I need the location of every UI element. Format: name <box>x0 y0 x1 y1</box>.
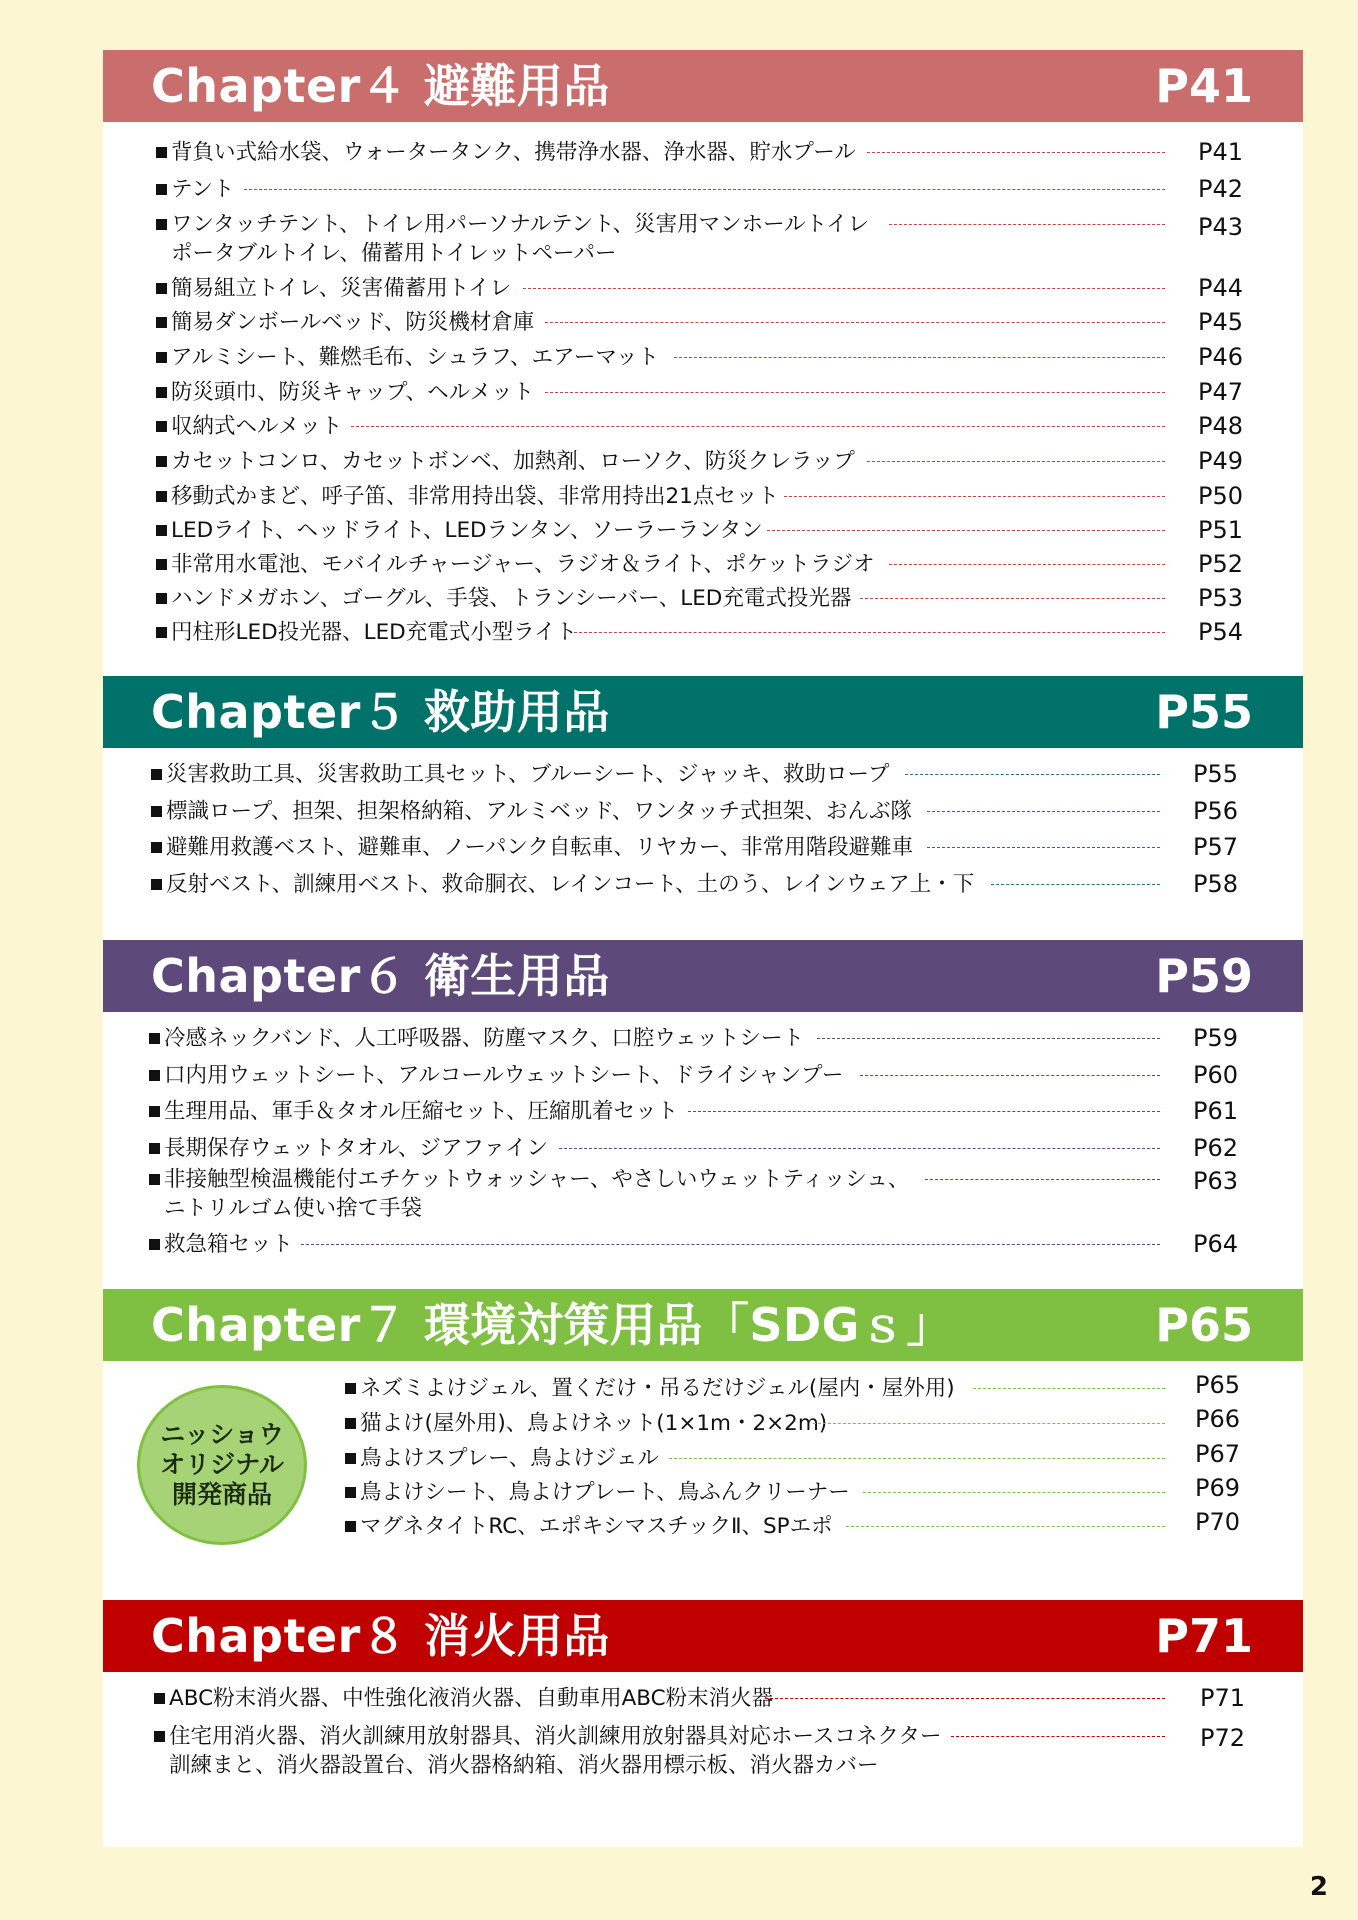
toc-entry[interactable] <box>103 482 1303 516</box>
toc-entry-line: 鳥よけスプレー、鳥よけジェル <box>360 1446 659 1471</box>
toc-entry-line: 口内用ウェットシート、アルコールウェットシート、ドライシャンプー <box>164 1063 844 1088</box>
dotted-leader <box>889 564 1166 565</box>
toc-entry-page[interactable]: P63 <box>1193 1167 1239 1195</box>
toc-entry-text <box>171 584 851 613</box>
dotted-leader <box>688 1111 1160 1112</box>
toc-entry-text <box>166 833 913 862</box>
toc-entry-page[interactable]: P42 <box>1198 175 1244 203</box>
toc-entry-page[interactable]: P49 <box>1198 447 1244 475</box>
toc-entry-line: カセットコンロ、カセットボンベ、加熱剤、ローソク、防災クレラップ <box>171 449 855 474</box>
dotted-leader <box>860 1075 1160 1076</box>
toc-entry[interactable] <box>103 833 1303 867</box>
dotted-leader <box>559 1148 1160 1149</box>
toc-entry-page[interactable]: P45 <box>1198 308 1244 336</box>
bullet-square-icon <box>151 806 162 817</box>
chapter-5-header <box>103 676 1303 748</box>
toc-entry-line-2: ポータブルトイレ、備蓄用トイレットペーパー <box>171 241 617 266</box>
toc-entry-line: 長期保存ウェットタオル、ジアファイン <box>164 1136 548 1161</box>
toc-entry-text <box>166 760 889 789</box>
toc-entry-line: 背負い式給水袋、ウォータータンク、携帯浄水器、浄水器、貯水プール <box>171 140 856 165</box>
toc-entry[interactable] <box>103 1024 1303 1058</box>
toc-entry-line: 鳥よけシート、鳥よけプレート、鳥ふんクリーナー <box>360 1480 850 1505</box>
chapter-4-header <box>103 50 1303 122</box>
bullet-square-icon <box>156 421 167 432</box>
bullet-square-icon <box>151 842 162 853</box>
toc-entry-text <box>164 1097 678 1126</box>
dotted-leader <box>545 322 1166 323</box>
toc-entry[interactable] <box>103 1371 1303 1408</box>
toc-entry[interactable] <box>103 175 1303 209</box>
chapter-page: P71 <box>1155 1609 1253 1663</box>
chapter-title: Chapter６ 衛生用品 <box>151 949 610 1003</box>
dotted-leader <box>846 1526 1165 1527</box>
bullet-square-icon <box>345 1521 356 1532</box>
toc-entry-text <box>360 1409 827 1438</box>
toc-entry-page[interactable]: P62 <box>1193 1134 1239 1162</box>
toc-entry-line: 生理用品、軍手＆タオル圧縮セット、圧縮肌着セット <box>164 1099 679 1124</box>
toc-entry[interactable] <box>103 1440 1303 1478</box>
toc-entry-text <box>171 482 779 511</box>
toc-entry-page[interactable]: P69 <box>1195 1474 1241 1502</box>
dotted-leader <box>951 1736 1165 1737</box>
dotted-leader <box>244 189 1166 190</box>
toc-entry[interactable] <box>103 1165 1303 1221</box>
badge-line: ニッショウ <box>160 1420 284 1449</box>
dotted-leader <box>927 811 1161 812</box>
bullet-square-icon <box>345 1487 356 1498</box>
contents-sheet <box>103 50 1303 1847</box>
bullet-square-icon <box>156 491 167 502</box>
bullet-square-icon <box>149 1174 160 1185</box>
chapter-title: Chapter７ 環境対策用品「SDGｓ」 <box>151 1298 953 1352</box>
toc-entry-text <box>164 1134 548 1163</box>
chapter-7-header <box>103 1289 1303 1361</box>
dotted-leader <box>905 774 1160 775</box>
toc-entry-page[interactable]: P41 <box>1198 138 1244 166</box>
toc-entry-text <box>164 1165 909 1223</box>
chapter-page: P55 <box>1155 685 1253 739</box>
toc-entry-line: 簡易ダンボールベッド、防災機材倉庫 <box>171 310 535 335</box>
dotted-leader <box>301 1244 1160 1245</box>
toc-entry-text <box>164 1061 843 1090</box>
toc-entry-line: テント <box>171 177 235 202</box>
toc-entry-text <box>171 378 534 407</box>
toc-entry-text <box>171 516 763 545</box>
toc-entry[interactable] <box>103 1061 1303 1095</box>
toc-entry[interactable] <box>103 1405 1303 1443</box>
toc-entry-page[interactable]: P54 <box>1198 618 1244 646</box>
toc-entry-page[interactable]: P48 <box>1198 412 1244 440</box>
badge-line: オリジナル <box>160 1450 284 1479</box>
toc-entry[interactable] <box>103 584 1303 618</box>
toc-entry-line: 移動式かまど、呼子笛、非常用持出袋、非常用持出21点セット <box>171 484 779 509</box>
toc-entry-line: ハンドメガホン、ゴーグル、手袋、トランシーバー、LED充電式投光器 <box>171 586 852 611</box>
toc-entry[interactable] <box>103 1684 1303 1718</box>
toc-entry-page[interactable]: P70 <box>1195 1508 1241 1536</box>
toc-entry-line: マグネタイトRC、エポキシマスチックⅡ、SPエポ <box>360 1514 833 1539</box>
bullet-square-icon <box>345 1418 356 1429</box>
toc-entry-line: 非常用水電池、モバイルチャージャー、ラジオ＆ライト、ポケットラジオ <box>171 552 875 577</box>
toc-entry-page[interactable]: P60 <box>1193 1061 1239 1089</box>
bullet-square-icon <box>345 1453 356 1464</box>
toc-entry-line: 住宅用消火器、消火訓練用放射器具、消火訓練用放射器具対応ホースコネクター <box>169 1724 942 1749</box>
chapter-title: Chapter５ 救助用品 <box>151 685 610 739</box>
bullet-square-icon <box>149 1070 160 1081</box>
dotted-leader <box>927 847 1161 848</box>
toc-entry-text <box>360 1374 955 1403</box>
toc-entry-text <box>171 175 234 204</box>
toc-entry-page[interactable]: P52 <box>1198 550 1244 578</box>
toc-entry-text <box>171 308 534 337</box>
chapter-6-header <box>103 940 1303 1012</box>
bullet-square-icon <box>156 184 167 195</box>
chapter-page: P41 <box>1155 59 1253 113</box>
bullet-square-icon <box>154 1731 165 1742</box>
bullet-square-icon <box>156 593 167 604</box>
toc-entry-line: LEDライト、ヘッドライト、LEDランタン、ソーラーランタン <box>171 518 763 543</box>
bullet-square-icon <box>156 559 167 570</box>
toc-entry[interactable] <box>103 516 1303 550</box>
toc-entry-text <box>360 1478 850 1507</box>
dotted-leader <box>867 461 1165 462</box>
page-number: 2 <box>1309 1872 1328 1902</box>
toc-entry-line: 収納式ヘルメット <box>171 414 343 439</box>
toc-entry-text <box>164 1024 804 1053</box>
bullet-square-icon <box>149 1239 160 1250</box>
badge-line: 開発商品 <box>171 1480 272 1509</box>
toc-entry[interactable] <box>103 870 1303 904</box>
bullet-square-icon <box>156 352 167 363</box>
bullet-square-icon <box>149 1033 160 1044</box>
toc-entry-line: 救急箱セット <box>164 1232 294 1257</box>
toc-entry-line: 円柱形LED投光器、LED充電式小型ライト <box>171 620 578 645</box>
toc-entry-page[interactable]: P72 <box>1200 1724 1246 1752</box>
chapter-title: Chapter４ 避難用品 <box>151 59 610 113</box>
chapter-page: P65 <box>1155 1298 1253 1352</box>
toc-entry-page[interactable]: P43 <box>1198 213 1244 241</box>
dotted-leader <box>765 1698 1165 1699</box>
chapter-8-header <box>103 1600 1303 1672</box>
bullet-square-icon <box>154 1693 165 1704</box>
toc-entry[interactable] <box>103 1722 1303 1778</box>
dotted-leader <box>817 1038 1160 1039</box>
bullet-square-icon <box>156 147 167 158</box>
bullet-square-icon <box>156 525 167 536</box>
toc-entry-page[interactable]: P57 <box>1193 833 1239 861</box>
toc-entry-line: 標識ロープ、担架、担架格納箱、アルミベッド、ワンタッチ式担架、おんぶ隊 <box>166 799 913 824</box>
toc-entry-text <box>171 138 856 167</box>
toc-entry[interactable] <box>103 274 1303 308</box>
bullet-square-icon <box>151 769 162 780</box>
dotted-leader <box>574 632 1166 633</box>
toc-entry-line: 災害救助工具、災害救助工具セット、ブルーシート、ジャッキ、救助ロープ <box>166 762 890 787</box>
bullet-square-icon <box>345 1383 356 1394</box>
toc-entry[interactable] <box>103 138 1303 172</box>
toc-entry-text <box>171 618 577 647</box>
toc-entry-text <box>164 1230 293 1259</box>
toc-entry[interactable] <box>103 797 1303 831</box>
bullet-square-icon <box>156 317 167 328</box>
bullet-square-icon <box>149 1143 160 1154</box>
dotted-leader <box>767 530 1165 531</box>
bullet-square-icon <box>156 219 167 230</box>
toc-entry-page[interactable]: P51 <box>1198 516 1244 544</box>
toc-entry-text <box>360 1444 659 1473</box>
toc-entry[interactable] <box>103 210 1303 266</box>
toc-entry[interactable] <box>103 447 1303 481</box>
dotted-leader <box>669 1458 1165 1459</box>
bullet-square-icon <box>156 627 167 638</box>
toc-entry-page[interactable]: P50 <box>1198 482 1244 510</box>
dotted-leader <box>351 426 1165 427</box>
toc-entry-page[interactable]: P65 <box>1195 1371 1241 1399</box>
bullet-square-icon <box>149 1106 160 1117</box>
toc-entry-text <box>171 210 869 268</box>
toc-entry[interactable] <box>103 618 1303 652</box>
chapter-page: P59 <box>1155 949 1253 1003</box>
toc-entry-text <box>171 274 511 303</box>
toc-entry[interactable] <box>103 760 1303 794</box>
toc-entry-page[interactable]: P53 <box>1198 584 1244 612</box>
toc-entry-page[interactable]: P46 <box>1198 343 1244 371</box>
toc-entry-page[interactable]: P56 <box>1193 797 1239 825</box>
toc-entry[interactable] <box>103 412 1303 446</box>
dotted-leader <box>860 598 1165 599</box>
toc-entry-page[interactable]: P64 <box>1193 1230 1239 1258</box>
toc-entry-line: 冷感ネックバンド、人工呼吸器、防塵マスク、口腔ウェットシート <box>164 1026 805 1051</box>
toc-entry-page[interactable]: P67 <box>1195 1440 1241 1468</box>
toc-entry-text <box>169 1722 942 1780</box>
dotted-leader <box>813 1423 1165 1424</box>
dotted-leader <box>889 224 1166 225</box>
bullet-square-icon <box>151 879 162 890</box>
toc-entry-page[interactable]: P59 <box>1193 1024 1239 1052</box>
toc-entry-text <box>171 447 855 476</box>
toc-entry-line: ワンタッチテント、トイレ用パーソナルテント、災害用マンホールトイレ <box>171 212 870 237</box>
toc-entry-text <box>171 412 342 441</box>
toc-entry-page[interactable]: P61 <box>1193 1097 1239 1125</box>
dotted-leader <box>973 1388 1166 1389</box>
toc-entry[interactable] <box>103 1508 1303 1546</box>
toc-entry-page[interactable]: P55 <box>1193 760 1239 788</box>
bullet-square-icon <box>156 283 167 294</box>
chapter-title: Chapter８ 消火用品 <box>151 1609 610 1663</box>
toc-entry-text <box>171 550 874 579</box>
toc-entry-page[interactable]: P66 <box>1195 1405 1241 1433</box>
toc-entry-line: 避難用救護ベスト、避難車、ノーパンク自転車、リヤカー、非常用階段避難車 <box>166 835 914 860</box>
toc-entry-line-2: 訓練まと、消火器設置台、消火器格納箱、消火器用標示板、消火器カバー <box>169 1753 879 1778</box>
toc-entry-line: ABC粉末消火器、中性強化液消火器、自動車用ABC粉末消火器 <box>169 1686 774 1711</box>
bullet-square-icon <box>156 387 167 398</box>
toc-entry-line: 簡易組立トイレ、災害備蓄用トイレ <box>171 276 512 301</box>
dotted-leader <box>991 884 1160 885</box>
dotted-leader <box>674 357 1166 358</box>
toc-entry-line: 防災頭巾、防災キャップ、ヘルメット <box>171 380 535 405</box>
toc-entry[interactable] <box>103 378 1303 412</box>
toc-entry-line: ネズミよけジェル、置くだけ・吊るだけジェル(屋内・屋外用) <box>360 1376 955 1401</box>
toc-entry-line: 非接触型検温機能付エチケットウォッシャー、やさしいウェットティッシュ、 <box>164 1167 910 1192</box>
dotted-leader <box>863 1492 1166 1493</box>
bullet-square-icon <box>156 456 167 467</box>
toc-entry-line: 反射ベスト、訓練用ベスト、救命胴衣、レインコート、土のう、レインウェア上・下 <box>166 872 975 897</box>
toc-entry-text <box>166 870 974 899</box>
toc-entry[interactable] <box>103 1097 1303 1131</box>
dotted-leader <box>784 496 1166 497</box>
toc-entry-page[interactable]: P71 <box>1200 1684 1246 1712</box>
toc-entry[interactable] <box>103 1474 1303 1512</box>
toc-entry[interactable] <box>103 343 1303 377</box>
toc-entry-page[interactable]: P47 <box>1198 378 1244 406</box>
toc-entry-page[interactable]: P58 <box>1193 870 1239 898</box>
toc-entry-text <box>171 343 659 372</box>
toc-entry[interactable] <box>103 550 1303 584</box>
toc-entry-line: 猫よけ(屋外用)、鳥よけネット(1×1m・2×2m) <box>360 1411 828 1436</box>
dotted-leader <box>523 288 1165 289</box>
dotted-leader <box>545 392 1166 393</box>
toc-entry-text <box>169 1684 773 1713</box>
dotted-leader <box>867 152 1165 153</box>
dotted-leader <box>925 1179 1161 1180</box>
toc-entry-line: アルミシート、難燃毛布、シュラフ、エアーマット <box>171 345 660 370</box>
toc-entry-page[interactable]: P44 <box>1198 274 1244 302</box>
toc-entry[interactable] <box>103 308 1303 342</box>
toc-entry-text <box>360 1512 833 1541</box>
toc-entry[interactable] <box>103 1230 1303 1264</box>
toc-entry[interactable] <box>103 1134 1303 1168</box>
toc-entry-line-2: ニトリルゴム使い捨て手袋 <box>164 1196 423 1221</box>
toc-entry-text <box>166 797 912 826</box>
